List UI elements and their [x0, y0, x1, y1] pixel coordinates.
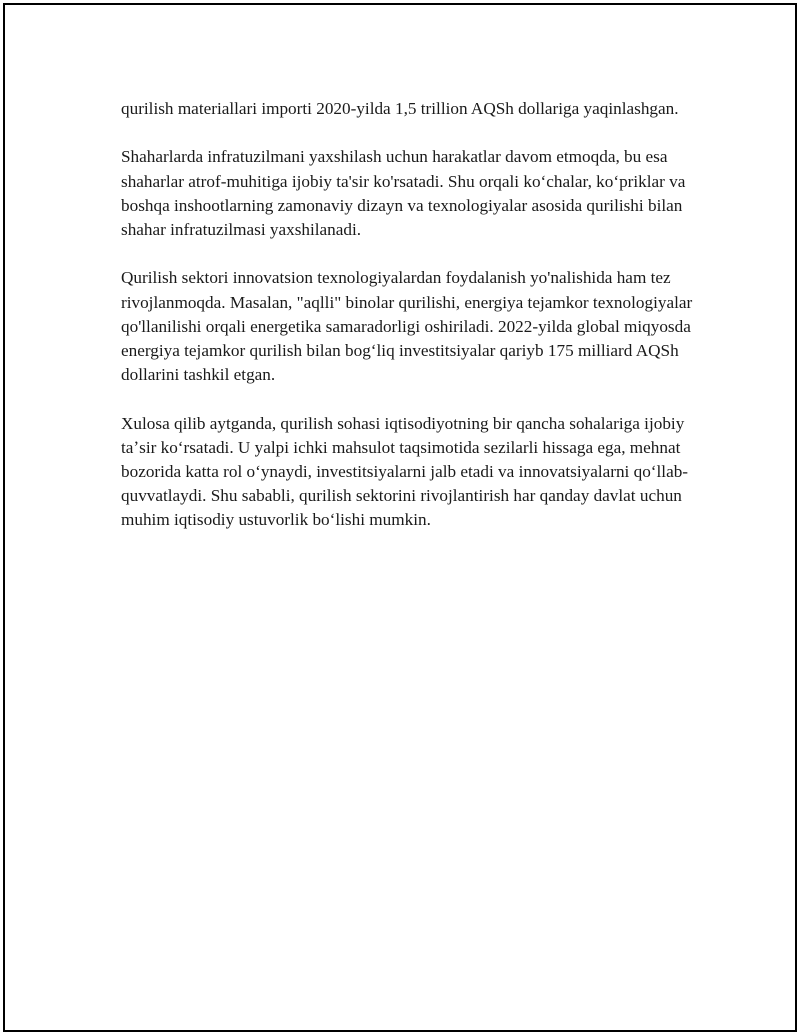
- paragraph-infrastructure: Shaharlarda infratuzilmani yaxshilash uchun harakatlar davom etmoqda, bu esa shaharlar atrof-muhitiga ijobiy ta'sir ko'rsatadi. Shu orqali koʻchalar, koʻpriklar va boshqa inshootlarning zamonaviy dizayn va texnologiyalar asosida qurilishi bilan shahar infratuzilmasi yaxshilanadi.: [121, 147, 686, 239]
- page-frame: [3, 3, 797, 1032]
- paragraph-conclusion: Xulosa qilib aytganda, qurilish sohasi iqtisodiyotning bir qancha sohalariga ijobiy taʼsir koʻrsatadi. U yalpi ichki mahsulot taqsimotida sezilarli hissaga ega, mehnat bozorida katta rol oʻynaydi, investitsiyalarni jalb etadi va innovatsiyalarni qoʻllab-quvvatlaydi. Shu sababli, qurilish sektorini rivojlantirish har qanday davlat uchun muhim iqtisodiy ustuvorlik boʻlishi mumkin.: [121, 413, 689, 530]
- paragraph-innovation: Qurilish sektori innovatsion texnologiyalardan foydalanish yo'nalishida ham tez rivojlanmoqda. Masalan, "aqlli" binolar qurilishi, energiya tejamkor texnologiyalar qo'llanilishi orqali energetika samaradorligi oshiriladi. 2022-yilda global miqyosda energiya tejamkor qurilish bilan bogʻliq investitsiyalar qariyb 175 milliard AQSh dollarini tashkil etgan.: [121, 268, 693, 385]
- document-body: [121, 97, 701, 557]
- paragraph-import: qurilish materiallari importi 2020-yilda 1,5 trillion AQSh dollariga yaqinlashgan.: [121, 99, 679, 118]
